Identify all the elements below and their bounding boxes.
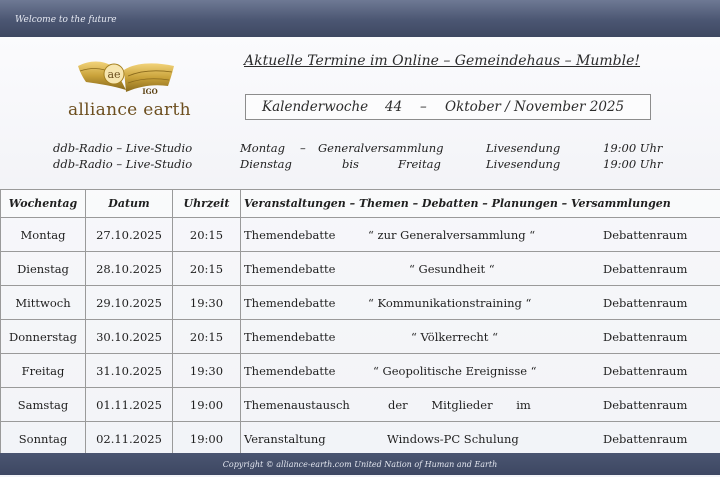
- cell-date: 28.10.2025: [86, 252, 173, 286]
- golden-wings-icon: [76, 56, 176, 100]
- radio-time: 19:00 Uhr: [603, 141, 662, 155]
- radio-type: Livesendung: [486, 141, 560, 155]
- alliance-earth-logo[interactable]: [62, 54, 192, 129]
- cell-day: Mittwoch: [1, 286, 86, 320]
- table-row: [1, 252, 720, 286]
- table-row: [1, 320, 720, 354]
- event-room: Debattenraum: [603, 262, 687, 276]
- radio-day: Dienstag: [240, 157, 292, 171]
- radio-studio: ddb-Radio – Live-Studio: [53, 157, 192, 171]
- welcome-text: Welcome to the future: [15, 15, 117, 25]
- cell-event: [241, 422, 720, 456]
- event-kind: Themendebatte: [244, 262, 335, 276]
- radio-line-1: [0, 141, 720, 157]
- event-room: Debattenraum: [603, 296, 687, 310]
- cell-event: [241, 218, 720, 252]
- event-room: Debattenraum: [603, 398, 687, 412]
- cell-time: 19:30: [173, 286, 241, 320]
- week-dash: –: [420, 95, 427, 119]
- cell-time: 20:15: [173, 252, 241, 286]
- cell-date: 30.10.2025: [86, 320, 173, 354]
- cell-day: Donnerstag: [1, 320, 86, 354]
- table-row: [1, 388, 720, 422]
- event-room: Debattenraum: [603, 330, 687, 344]
- event-kind: Themendebatte: [244, 296, 335, 310]
- page-title: Aktuelle Termine im Online – Gemeindehaus – Mumble!: [244, 53, 640, 69]
- radio-line-2: [0, 157, 720, 173]
- radio-time: 19:00 Uhr: [603, 157, 662, 171]
- event-topic: “ zur Generalversammlung “: [368, 228, 535, 242]
- brand-name: alliance earth: [68, 100, 191, 120]
- cell-date: 29.10.2025: [86, 286, 173, 320]
- logo-letters: ae: [107, 68, 120, 81]
- cell-day: Freitag: [1, 354, 86, 388]
- header-time: Uhrzeit: [173, 190, 241, 218]
- header-day: Wochentag: [1, 190, 86, 218]
- event-topic: “ Kommunikationstraining “: [368, 296, 531, 310]
- cell-event: [241, 252, 720, 286]
- radio-type: Livesendung: [486, 157, 560, 171]
- cell-time: 20:15: [173, 320, 241, 354]
- event-topic: der Mitglieder im: [388, 398, 531, 412]
- event-room: Debattenraum: [603, 228, 687, 242]
- logo-badge: IGO: [142, 87, 157, 96]
- radio-event: Generalversammlung: [318, 141, 443, 155]
- main-content: [0, 37, 720, 453]
- event-topic: “ Geopolitische Ereignisse “: [373, 364, 537, 378]
- radio-event: Freitag: [398, 157, 441, 171]
- cell-event: [241, 388, 720, 422]
- week-number: 44: [385, 95, 402, 119]
- radio-separator: –: [300, 141, 306, 155]
- event-kind: Themendebatte: [244, 364, 335, 378]
- table-row: [1, 286, 720, 320]
- footer-copyright: Copyright © alliance-earth.com United Nation of Human and Earth: [0, 453, 720, 475]
- cell-day: Sonntag: [1, 422, 86, 456]
- cell-event: [241, 320, 720, 354]
- radio-studio: ddb-Radio – Live-Studio: [53, 141, 192, 155]
- radio-separator: bis: [342, 157, 359, 171]
- event-kind: Veranstaltung: [244, 432, 326, 446]
- week-label: Kalenderwoche: [262, 95, 368, 119]
- cell-time: 19:00: [173, 388, 241, 422]
- cell-time: 19:30: [173, 354, 241, 388]
- cell-event: [241, 354, 720, 388]
- event-topic: “ Gesundheit “: [409, 262, 495, 276]
- table-row: [1, 354, 720, 388]
- header-bar: [0, 0, 720, 37]
- calendar-week-box: [245, 94, 651, 120]
- event-kind: Themenaustausch: [244, 398, 350, 412]
- cell-time: 19:00: [173, 422, 241, 456]
- event-kind: Themendebatte: [244, 228, 335, 242]
- cell-event: [241, 286, 720, 320]
- cell-time: 20:15: [173, 218, 241, 252]
- cell-date: 02.11.2025: [86, 422, 173, 456]
- event-topic: “ Völkerrecht “: [411, 330, 498, 344]
- radio-day: Montag: [240, 141, 285, 155]
- header-events: Veranstaltungen – Themen – Debatten – Planungen – Versammlungen: [241, 190, 720, 218]
- week-months: Oktober / November 2025: [445, 95, 624, 119]
- header-date: Datum: [86, 190, 173, 218]
- event-room: Debattenraum: [603, 364, 687, 378]
- cell-day: Samstag: [1, 388, 86, 422]
- cell-day: Montag: [1, 218, 86, 252]
- cell-day: Dienstag: [1, 252, 86, 286]
- cell-date: 31.10.2025: [86, 354, 173, 388]
- event-topic: Windows-PC Schulung: [387, 432, 519, 446]
- cell-date: 27.10.2025: [86, 218, 173, 252]
- table-row: [1, 218, 720, 252]
- schedule-table: [0, 189, 720, 456]
- cell-date: 01.11.2025: [86, 388, 173, 422]
- event-room: Debattenraum: [603, 432, 687, 446]
- event-kind: Themendebatte: [244, 330, 335, 344]
- table-row: [1, 422, 720, 456]
- table-header-row: [1, 190, 720, 218]
